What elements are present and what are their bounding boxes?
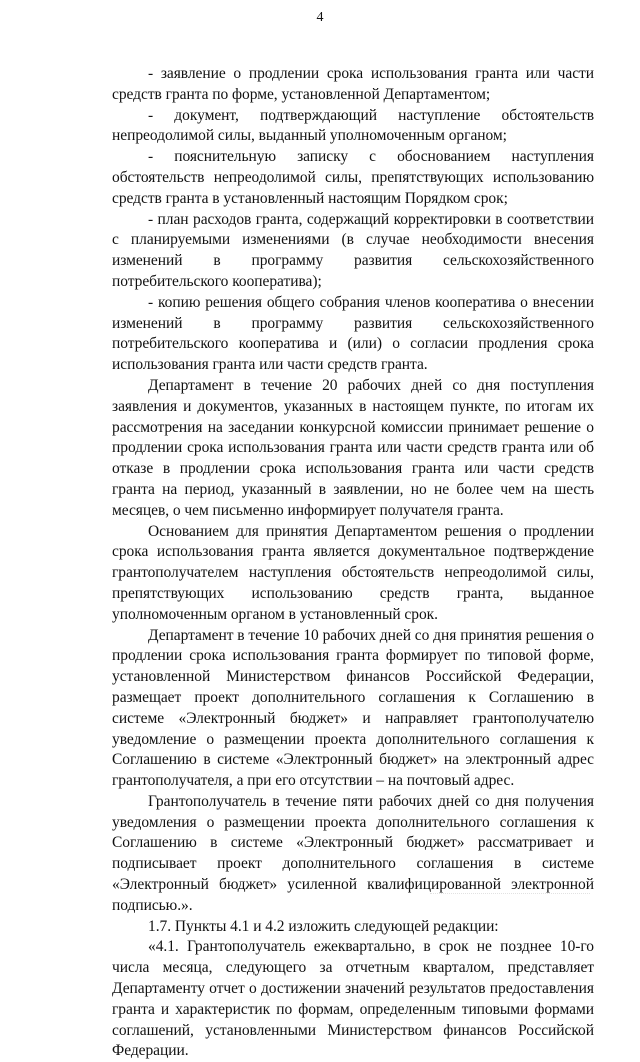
paragraph-force-majeure-document-item: - документ, подтверждающий наступление обстоятельств непреодолимой силы, выданный уполномоченным органом; <box>112 106 594 145</box>
paragraph-grantee-signing: Грантополучатель в течение пяти рабочих дней со дня получения уведомления о размещении проекта дополнительного соглашения к Соглашению в системе «Электронный бюджет» рассматривает и подписывает проект дополнительного соглашения в системе «Электронный бюджет» усиленной квалифицированной электронной подписью.». <box>112 792 594 914</box>
paragraph-item-4-1: «4.1. Грантополучатель ежеквартально, в срок не позднее 10-го числа месяца, следующего за отчетным кварталом, представляет Департаменту отчет о достижении значений результатов предоставления гранта и характеристик по формам, определенным типовыми формами соглашений, установленными Министерством финансов Российской Федерации. <box>112 938 594 1060</box>
paragraph-grounds-for-extension: Основанием для принятия Департаментом решения о продлении срока использования гранта является документальное подтверждение грантополучателем наступления обстоятельств непреодолимой силы, препятствующих использованию средств гранта, выданное уполномоченным органом в установленный срок. <box>112 522 594 623</box>
paragraph-explanatory-note-item: - пояснительную записку с обоснованием наступления обстоятельств непреодолимой силы, препятствующих использованию средств гранта в установленный настоящим Порядком срок; <box>112 148 594 207</box>
paragraph-additional-agreement-project: Департамент в течение 10 рабочих дней со дня принятия решения о продлении срока использования гранта формирует по типовой форме, установленной Министерством финансов Российской Федерации, размещает проект дополнительного соглашения к Соглашению в системе «Электронный бюджет» и направляет грантополучателю уведомление о размещении проекта дополнительного соглашения к Соглашению в системе «Электронный бюджет» на электронный адрес грантополучателя, а при его отсутствии – на почтовый адрес. <box>112 626 594 790</box>
paragraph-department-decision: Департамент в течение 20 рабочих дней со дня поступления заявления и документов, указанных в настоящем пункте, по итогам их рассмотрения на заседании конкурсной комиссии принимает решение о продлении срока использования гранта или части средств гранта или об отказе в продлении срока использования гранта или части средств гранта на период, указанный в заявлении, но не более чем на шесть месяцев, о чем письменно информирует получателя гранта. <box>112 376 594 519</box>
paragraph-expense-plan-item: - план расходов гранта, содержащий корректировки в соответствии с планируемыми изменениями (в случае необходимости внесения изменений в программу развития сельскохозяйственного потребительского кооператива); <box>112 210 594 290</box>
paragraph-section-1-7: 1.7. Пункты 4.1 и 4.2 изложить следующей редакции: <box>148 917 499 935</box>
paragraph-application-item: - заявление о продлении срока использования гранта или части средств гранта по форме, установленной Департаментом; <box>112 65 594 103</box>
scan-edge-mark <box>430 893 590 902</box>
document-body <box>112 64 594 1062</box>
page-number: 4 <box>316 10 324 25</box>
paragraph-meeting-decision-item: - копию решения общего собрания членов кооператива о внесении изменений в программу развития сельскохозяйственного потребительского кооператива и (или) о согласии продления срока использования гранта или части средств гранта. <box>112 293 594 374</box>
